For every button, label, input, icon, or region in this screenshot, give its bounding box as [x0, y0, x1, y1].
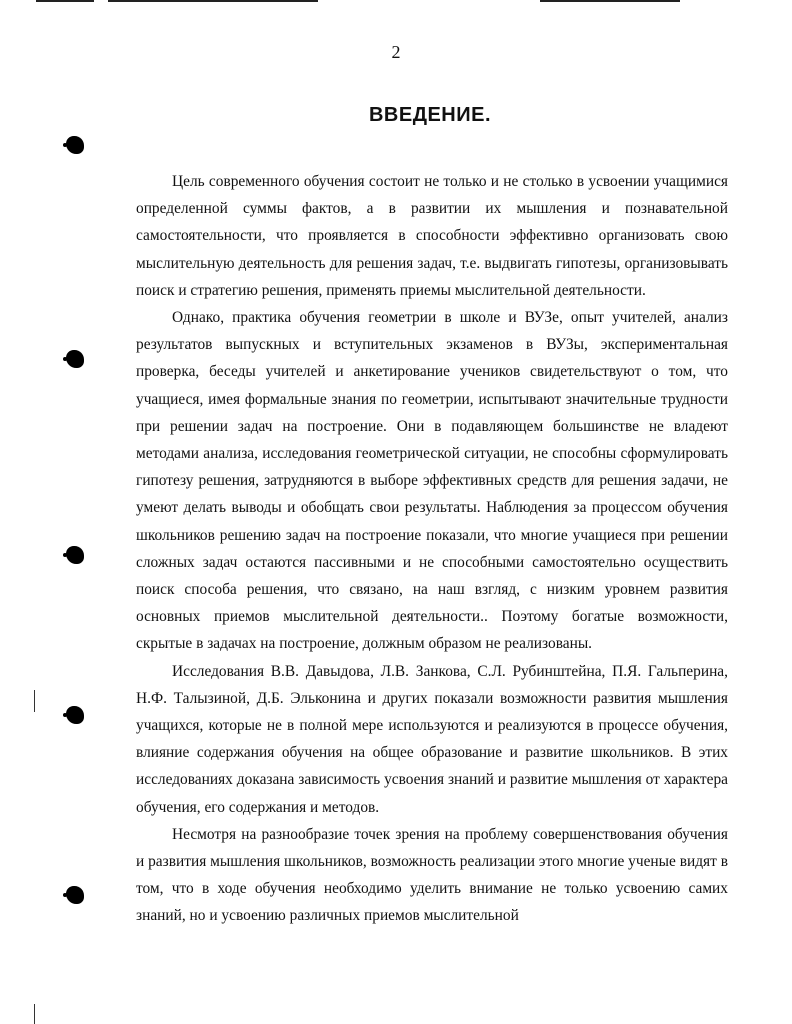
- paragraph: Исследования В.В. Давыдова, Л.В. Занкова, С.Л. Рубинштейна, П.Я. Гальперина, Н.Ф. Талызиной, Д.Б. Эльконина и других показали возможности развития мышления учащихся, которые не в полной мере используются и реализуются в процессе обучения, влияние содержания обучения на общее образование и развитие школьников. В этих исследованиях доказана зависимость усвоения знаний и развитие мышления от характера обучения, его содержания и методов.: [136, 662, 728, 816]
- margin-scan-line: [34, 1004, 35, 1024]
- paragraph: Однако, практика обучения геометрии в школе и ВУЗе, опыт учителей, анализ результатов выпускных и вступительных экзаменов в ВУЗы, экспериментальная проверка, беседы учителей и анкетирование учеников свидетельствуют о том, что учащиеся, имея формальные знания по геометрии, испытывают значительные трудности при решении задач на построение. Они в подавляющем большинстве не владеют методами анализа, исследования геометрической ситуации, не способны сформулировать гипотезу решения, затрудняются в выборе эффективных средств для решения задачи, не умеют делать выводы и обобщать свои результаты. Наблюдения за процессом обучения школьников решению задач на построение показали, что многие учащиеся при решении сложных задач остаются пассивными и не способными самостоятельно осуществить поиск способа решения, что связано, на наш взгляд, с низким уровнем развития основных приемов мыслительной деятельности.. Поэтому богатые возможности, скрытые в задачах на построение, должным образом не реализованы.: [136, 309, 728, 653]
- margin-scan-line: [34, 690, 35, 712]
- binding-hole-mark: [66, 706, 84, 724]
- body-text: [136, 168, 728, 930]
- binding-hole-mark: [66, 546, 84, 564]
- paragraph: Цель современного обучения состоит не только и не столько в усвоении учащимися определенной суммы фактов, а в развитии их мышления и познавательной самостоятельности, что проявляется в способности эффективно организовать свою мыслительную деятельность для решения задач, т.е. выдвигать гипотезы, организовывать поиск и стратегию решения, применять приемы мыслительной деятельности.: [136, 173, 728, 299]
- scan-edge-line-right: [540, 0, 680, 2]
- binding-hole-mark: [66, 136, 84, 154]
- scan-edge-line-left: [36, 0, 94, 2]
- paragraph: Несмотря на разнообразие точек зрения на проблему совершенствования обучения и развития мышления школьников, возможность реализации этого многие ученые видят в том, что в ходе обучения необходимо уделить внимание не только усвоению самих знаний, но и усвоению различных приемов мыслительной: [136, 825, 728, 925]
- binding-hole-mark: [66, 886, 84, 904]
- binding-hole-mark: [66, 350, 84, 368]
- section-heading: ВВЕДЕНИЕ.: [368, 104, 492, 126]
- page-number: 2: [391, 42, 401, 62]
- scan-edge-line-middle: [108, 0, 318, 2]
